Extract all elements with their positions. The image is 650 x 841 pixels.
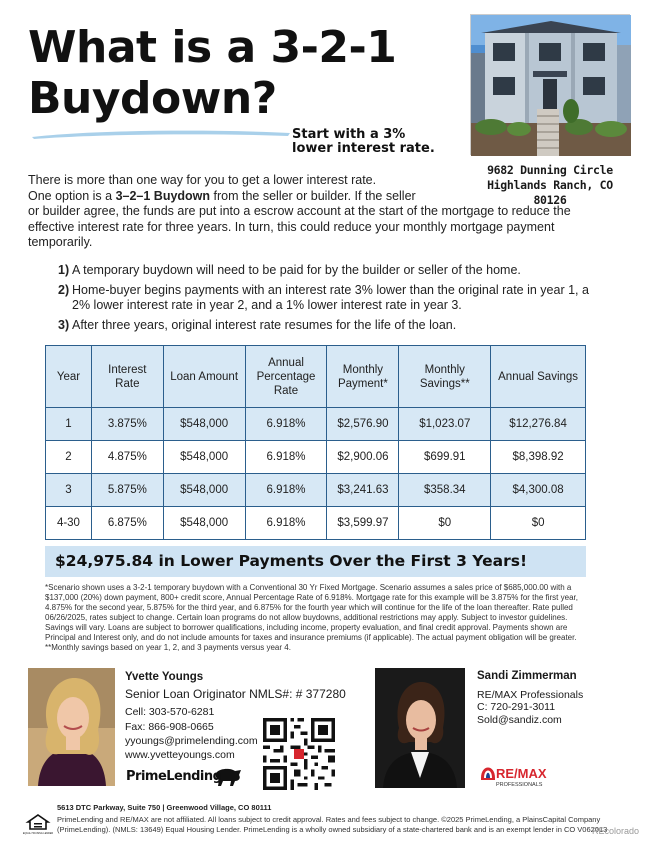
footer-legal: PrimeLending and RE/MAX are not affiliated. All loans subject to credit approval. Rates and fees subject to change. ©2025 PrimeLending, a PlainsCapital Company (PrimeLending). (NMLS: 13649) Equal Housing Lender. PrimeLending is a wholly owned subsidiary of a state-chartered bank and is an exempt lender in CO V062013	[57, 815, 608, 834]
header-year: Year	[46, 346, 92, 408]
qr-code-icon[interactable]	[263, 718, 335, 790]
property-photo	[470, 14, 630, 155]
list-item: 1) A temporary buydown will need to be paid for by the builder or seller of the home.	[58, 263, 521, 277]
subtitle-line-1: Start with a 3%	[292, 127, 406, 142]
header-apr: Annual Percentage Rate	[245, 346, 327, 408]
remax-logo-sub: PROFESSIONALS	[496, 782, 543, 788]
savings-banner: $24,975.84 in Lower Payments Over the First 3 Years!	[45, 546, 586, 577]
subtitle	[292, 128, 435, 156]
loan-officer-fax: Fax: 866-908-0665	[125, 720, 214, 733]
footer-address: 5613 DTC Parkway, Suite 750 | Greenwood Village, CO 80111	[57, 803, 272, 812]
header-interest-rate: Interest Rate	[91, 346, 163, 408]
table-header-row	[46, 346, 586, 408]
header-monthly-savings: Monthly Savings**	[399, 346, 491, 408]
intro-paragraph-3: or builder agree, the funds are put into a escrow account at the start of the mortgage to reduce the effective interest rate for three years. In turn, this could reduce your monthly mortgage payment temporarily.	[28, 204, 571, 249]
agent-company: RE/MAX Professionals	[477, 688, 584, 701]
list-item: 2) Home-buyer begins payments with an interest rate 3% lower than the original rate in year 1, a 2% lower interest rate in year 2, and a 1% lower interest rate in year 3.	[58, 283, 589, 312]
remax-logo-text: RE/MAX	[496, 766, 547, 781]
address-city: Highlands Ranch, CO 80126	[487, 178, 613, 207]
intro-paragraph-1: There is more than one way for you to get a lower interest rate.	[28, 173, 377, 187]
primelending-logo-text: PrimeLending	[126, 769, 222, 784]
page-title	[28, 22, 396, 124]
agent-name: Sandi Zimmerman	[477, 670, 577, 682]
buydown-term: 3–2–1 Buydown	[115, 188, 211, 203]
address-street: 9682 Dunning Circle	[487, 163, 613, 177]
agent-info	[477, 670, 617, 726]
loan-officer-title: Senior Loan Originator NMLS#: # 377280	[125, 687, 346, 702]
buydown-table	[45, 345, 586, 540]
watermark: REcolorado	[592, 826, 640, 836]
header-monthly-payment: Monthly Payment*	[327, 346, 399, 408]
agent-phone[interactable]: C: 720-291-3011	[477, 701, 556, 713]
table-row: 1 3.875% $548,000 6.918% $2,576.90 $1,023.07 $12,276.84	[46, 408, 586, 441]
loan-officer-photo	[28, 668, 115, 786]
table-row: 2 4.875% $548,000 6.918% $2,900.06 $699.91 $8,398.92	[46, 441, 586, 474]
decorative-swoosh	[30, 128, 292, 140]
equal-housing-icon	[22, 814, 54, 836]
loan-officer-website[interactable]: www.yvetteyoungs.com	[125, 749, 235, 762]
loan-officer-email[interactable]: yyoungs@primelending.com	[125, 734, 258, 747]
subtitle-line-2: lower interest rate.	[292, 141, 435, 156]
agent-email[interactable]: Sold@sandiz.com	[477, 713, 562, 726]
loan-officer-name: Yvette Youngs	[125, 671, 204, 683]
intro-text	[28, 173, 598, 251]
header-loan-amount: Loan Amount	[163, 346, 245, 408]
intro-paragraph-2: One option is a 3–2–1 Buydown from the seller or builder. If the seller	[28, 188, 416, 203]
header-annual-savings: Annual Savings	[491, 346, 586, 408]
list-item: 3) After three years, original interest rate resumes for the life of the loan.	[58, 318, 457, 332]
remax-logo-icon	[478, 758, 553, 788]
disclaimer-text: *Scenario shown uses a 3-2-1 temporary buydown with a Conventional 30 Yr Fixed Mortgage. Scenario assumes a sales price of $685,000.00 with a $137,000 (20%) down payment, 800+ credit score, Annual Percentage Rate of 6.918%. Mortgage rate for this example will be 3.875% for the first year, 4.875% for the second year, 5.875% for the third year, and 6.875% for the fourth year which will continue for the life of the loan thereafter. Rate pulled 06/26/2025, rates subject to change. Certain loan programs do not allow buydowns, additional restrictions may apply. Subject to investor guidelines. Savings will vary. Loans are subject to borrower qualifications, including income, property evaluation, and final credit approval. Payments shown are Principal and Interest only, and do not include amounts for taxes and insurance premiums (if applicable). The actual payment obligation will be greater. **Monthly savings based on year 1, 2, and 3 payments versus year 4.	[45, 583, 578, 652]
steps-list	[58, 263, 603, 338]
agent-photo	[375, 668, 465, 788]
loan-officer-cell[interactable]: Cell: 303-570-6281	[125, 706, 215, 719]
table-row: 4-30 6.875% $548,000 6.918% $3,599.97 $0 $0	[46, 507, 586, 540]
title-line-1: What is a 3-2-1	[28, 22, 397, 73]
equal-housing-label: EQUAL HOUSING LENDER	[22, 832, 54, 835]
title-line-2: Buydown?	[28, 73, 277, 124]
table-row: 3 5.875% $548,000 6.918% $3,241.63 $358.34 $4,300.08	[46, 474, 586, 507]
